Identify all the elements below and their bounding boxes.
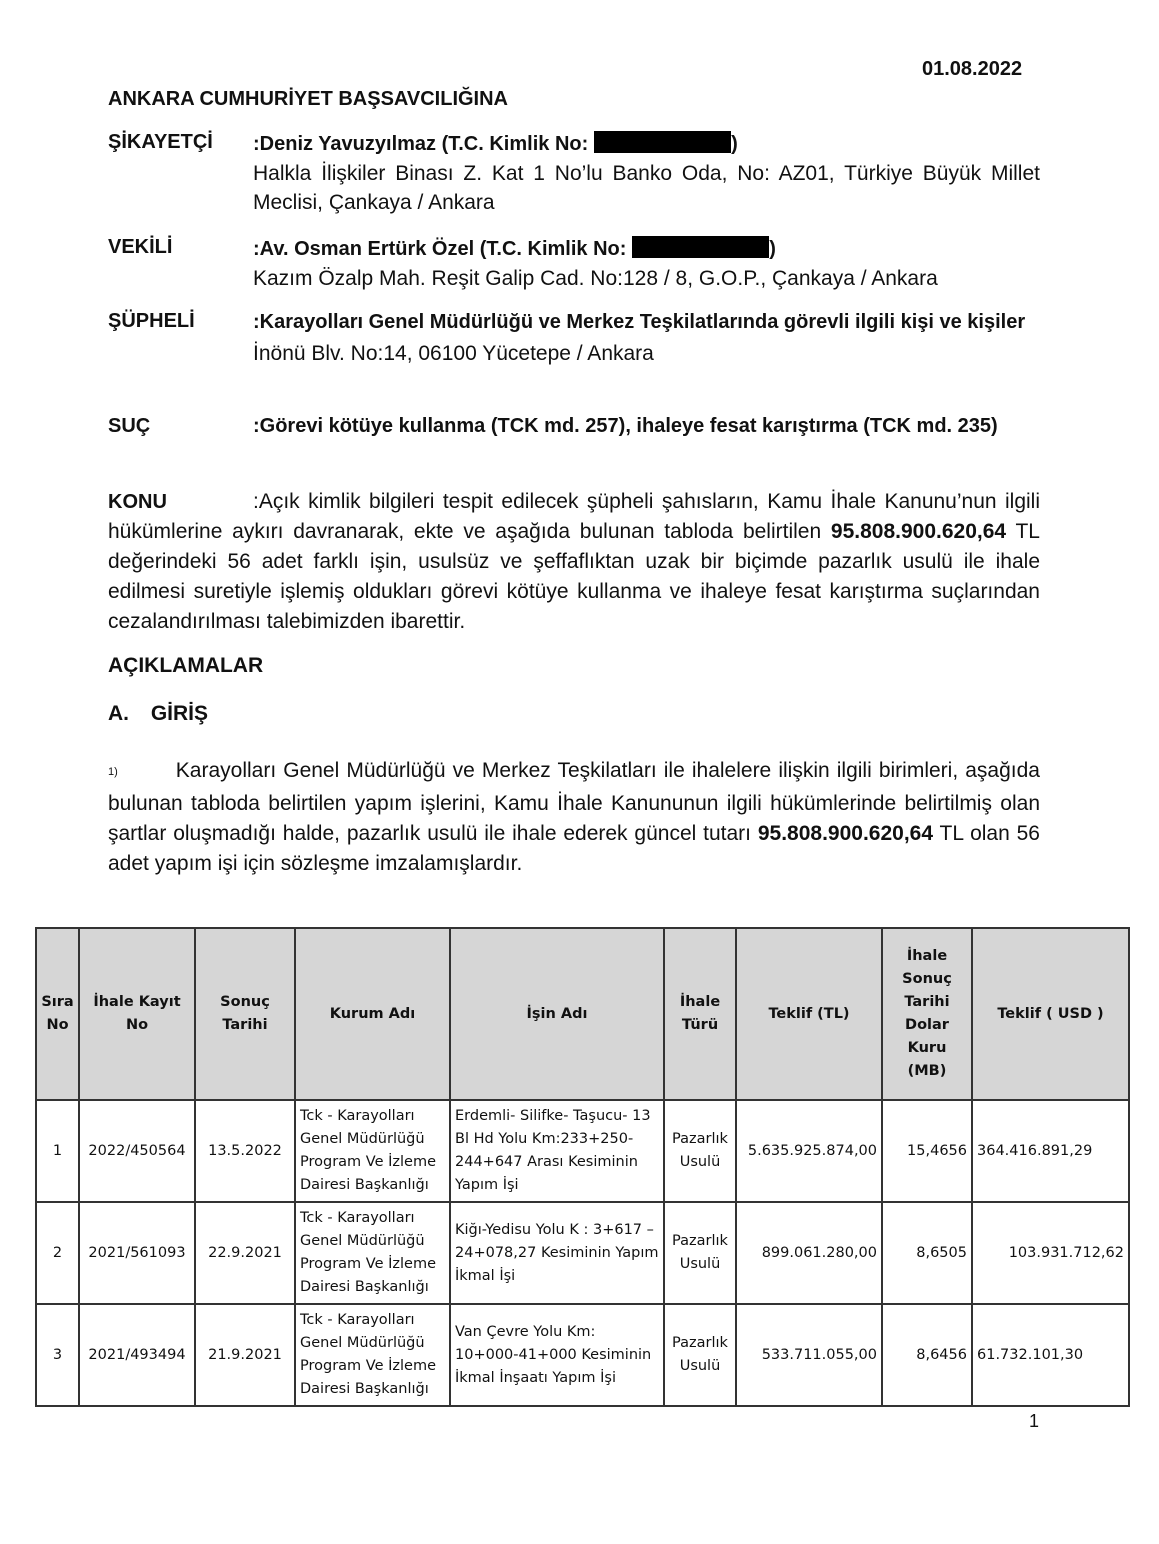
table-row [36,1100,1129,1202]
document-date: 01.08.2022 [922,58,1023,80]
cell-sira: 2 [36,1202,79,1304]
redaction-box [632,236,769,258]
cell-kayit: 2022/450564 [79,1100,195,1202]
cell-tarih: 22.9.2021 [195,1202,295,1304]
cell-teklif-usd: 61.732.101,30 [972,1304,1129,1406]
suspect-block [253,306,1040,369]
cell-teklif-tl: 533.711.055,00 [736,1304,882,1406]
header-sira: Sıra No [36,928,79,1100]
subject-text-2: TL değerindeki 56 adet farklı işin, usulsüz ve şeffaflıktan uzak bir biçimde pazarlık usulü ile ihale edilmesi suretiyle işlemiş oldukları görevi kötüye kullanma ve ihaleye fesat karıştırma suçlarından cezalandırılması talebimizden ibarettir. [108,520,1040,633]
cell-sira: 1 [36,1100,79,1202]
cell-kurum: Tck - Karayolları Genel Müdürlüğü Program Ve İzleme Dairesi Başkanlığı [295,1100,450,1202]
header-teklif-usd: Teklif ( USD ) [972,928,1129,1100]
cell-tur: Pazarlık Usulü [664,1100,736,1202]
addressee: ANKARA CUMHURİYET BAŞSAVCILIĞINA [108,88,508,110]
complainant-label: ŞİKAYETÇİ [108,131,213,153]
cell-kur: 15,4656 [882,1100,972,1202]
attorney-block [253,234,1040,293]
cell-kur: 8,6456 [882,1304,972,1406]
table-row [36,1304,1129,1406]
subject-text-1: :Açık kimlik bilgileri tespit edilecek şüpheli şahısların, Kamu İhale Kanunu’nun ilgili hükümlerine aykırı davranarak, ekte ve aşağıda bulunan tabloda belirtilen [108,490,1040,543]
section-a-letter: A. [108,702,129,725]
attorney-label: VEKİLİ [108,236,173,258]
header-kurum: Kurum Adı [295,928,450,1100]
cell-teklif-tl: 899.061.280,00 [736,1202,882,1304]
section-a-title: GİRİŞ [150,702,209,725]
cell-teklif-usd: 103.931.712,62 [972,1202,1129,1304]
complainant-close: ) [731,133,738,155]
crime-label: SUÇ [108,415,151,437]
table-header-row [36,928,1129,1100]
paragraph-1-amount: 95.808.900.620,64 [757,822,934,845]
subject-paragraph [108,487,1040,637]
attorney-close: ) [769,238,776,260]
suspect-address: İnönü Blv. No:14, 06100 Yücetepe / Ankara [253,342,654,365]
page-number: 1 [1029,1411,1040,1431]
suspect-name: :Karayolları Genel Müdürlüğü ve Merkez Teşkilatlarında görevli ilgili kişi ve kişiler [253,311,1026,333]
header-tur: İhale Türü [664,928,736,1100]
header-tarih: Sonuç Tarihi [195,928,295,1100]
paragraph-number: 1) [108,766,118,778]
cell-tur: Pazarlık Usulü [664,1304,736,1406]
cell-kayit: 2021/561093 [79,1202,195,1304]
paragraph-1 [108,756,1040,879]
header-teklif-tl: Teklif (TL) [736,928,882,1100]
header-is: İşin Adı [450,928,664,1100]
cell-kayit: 2021/493494 [79,1304,195,1406]
cell-is: Erdemli- Silifke- Taşucu- 13 Bl Hd Yolu Km:233+250- 244+647 Arası Kesiminin Yapım İşi [450,1100,664,1202]
cell-teklif-usd: 364.416.891,29 [972,1100,1129,1202]
complainant-name: :Deniz Yavuzyılmaz (T.C. Kimlik No: [253,133,589,155]
suspect-label: ŞÜPHELİ [108,310,195,332]
subject-amount: 95.808.900.620,64 [830,520,1007,543]
paragraph-1-text-2: TL olan 56 adet yapım işi için sözleşme imzalamışlardır. [108,822,1040,875]
cell-kurum: Tck - Karayolları Genel Müdürlüğü Program Ve İzleme Dairesi Başkanlığı [295,1304,450,1406]
subject-label: KONU [108,491,167,513]
attorney-address: Kazım Özalp Mah. Reşit Galip Cad. No:128 / 8, G.O.P., Çankaya / Ankara [253,267,938,290]
header-kur: İhale Sonuç Tarihi Dolar Kuru (MB) [882,928,972,1100]
header-kayit: İhale Kayıt No [79,928,195,1100]
cell-kurum: Tck - Karayolları Genel Müdürlüğü Program Ve İzleme Dairesi Başkanlığı [295,1202,450,1304]
complainant-address: Halkla İlişkiler Binası Z. Kat 1 No’lu Banko Oda, No: AZ01, Türkiye Büyük Millet Meclisi, Çankaya / Ankara [253,162,1040,214]
redaction-box [594,131,731,153]
cell-tur: Pazarlık Usulü [664,1202,736,1304]
cell-kur: 8,6505 [882,1202,972,1304]
crime-text: :Görevi kötüye kullanma (TCK md. 257), ihaleye fesat karıştırma (TCK md. 235) [253,415,998,437]
cell-tarih: 13.5.2022 [195,1100,295,1202]
tender-table [35,927,1130,1407]
cell-is: Van Çevre Yolu Km: 10+000-41+000 Kesiminin İkmal İnşaatı Yapım İşi [450,1304,664,1406]
cell-tarih: 21.9.2021 [195,1304,295,1406]
cell-is: Kiğı-Yedisu Yolu K : 3+617 – 24+078,27 Kesiminin Yapım İkmal İşi [450,1202,664,1304]
attorney-name: :Av. Osman Ertürk Özel (T.C. Kimlik No: [253,238,627,260]
paragraph-1-text-1: Karayolları Genel Müdürlüğü ve Merkez Teşkilatları ile ihalelere ilişkin ilgili birimleri, aşağıda bulunan tabloda belirtilen yapım işlerini, Kamu İhale Kanununun ilgili hükümlerinde belirtilmiş olan şartlar oluşmadığı halde, pazarlık usulü ile ihale ederek güncel tutarı [108,759,1040,845]
section-a-heading [108,702,208,726]
cell-teklif-tl: 5.635.925.874,00 [736,1100,882,1202]
complainant-block [253,129,1040,217]
explanations-heading: AÇIKLAMALAR [108,654,264,677]
cell-sira: 3 [36,1304,79,1406]
table-row [36,1202,1129,1304]
